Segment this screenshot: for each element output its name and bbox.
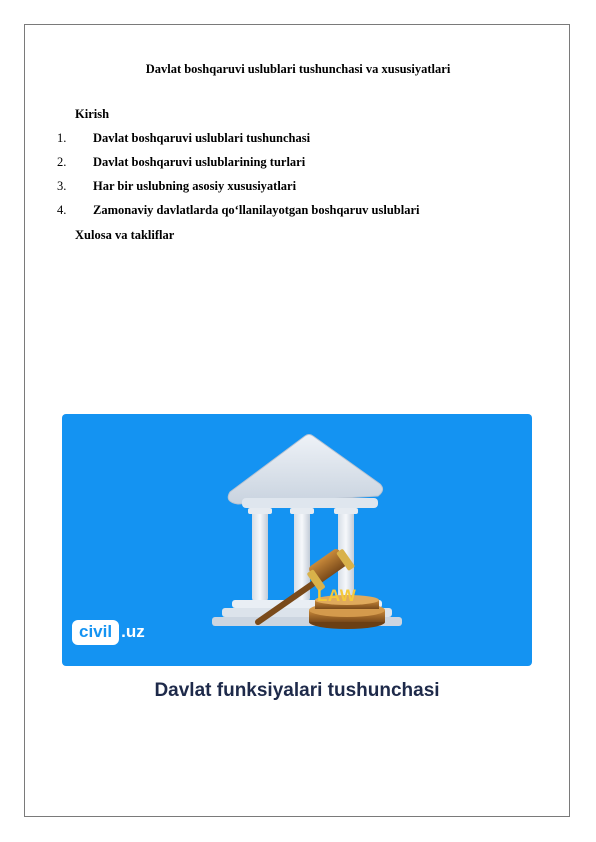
toc-item-text: Zamonaviy davlatlarda qo‘llanilayotgan boshqaruv uslublari [93,203,420,217]
toc-item-number: 2. [57,155,67,169]
toc-item-number: 1. [57,131,67,145]
toc-item-text: Davlat boshqaruvi uslublari tushunchasi [93,131,311,145]
toc-item-text: Har bir uslubning asosiy xususiyatlari [93,179,297,193]
toc-item [0,203,596,227]
civil-uz-logo [72,618,145,646]
toc-item-number: 4. [57,203,67,217]
toc-item [0,131,596,155]
logo-uz-text: .uz [121,622,145,641]
toc-item [0,155,596,179]
banner-caption: Davlat funksiyalari tushunchasi [154,680,440,701]
document-title: Davlat boshqaruvi uslublari tushunchasi va xususiyatlari [145,62,451,76]
table-of-contents [0,131,596,227]
law-label: LAW [317,586,357,605]
toc-conclusion: Xulosa va takliflar [75,228,175,242]
logo-civil-text: civil [72,620,119,645]
toc-item-number: 3. [57,179,67,193]
toc-item [0,179,596,203]
toc-item-text: Davlat boshqaruvi uslublarining turlari [93,155,306,169]
toc-intro: Kirish [75,107,110,121]
